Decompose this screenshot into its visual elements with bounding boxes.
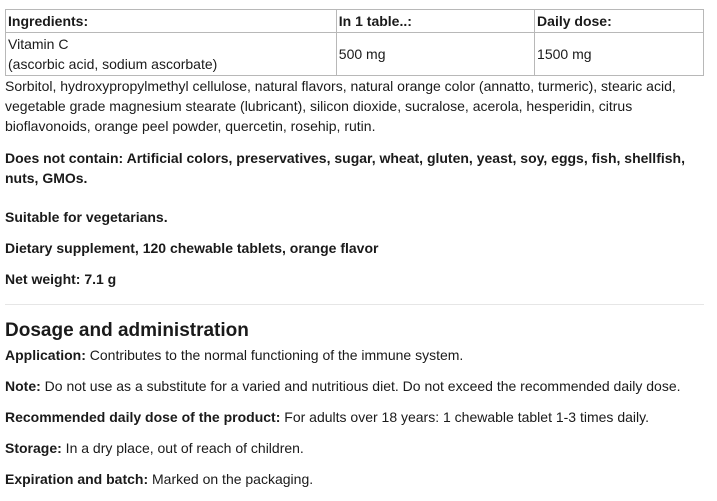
header-ingredients: Ingredients: (6, 10, 337, 33)
storage-line (5, 438, 705, 458)
table-row (6, 33, 704, 76)
free-from-statement: Does not contain: Artificial colors, preservatives, sugar, wheat, gluten, yeast, soy, eggs, fish, shellfish, nuts, GMOs. (5, 150, 685, 186)
expiration-text: Marked on the packaging. (148, 471, 314, 487)
note-label: Note: (5, 378, 41, 394)
application-line (5, 345, 705, 365)
recommended-dose-label: Recommended daily dose of the product: (5, 409, 281, 425)
daily-dose-cell: 1500 mg (535, 33, 704, 76)
table-header-row (6, 10, 704, 33)
section-divider (5, 304, 704, 305)
storage-text: In a dry place, out of reach of children. (61, 440, 304, 456)
storage-label: Storage: (5, 440, 62, 456)
ingredient-name: Vitamin C (8, 36, 69, 52)
recommended-dose-text: For adults over 18 years: 1 chewable tablet 1-3 times daily. (280, 409, 649, 425)
note-text: Do not use as a substitute for a varied and nutritious diet. Do not exceed the recommended daily dose. (40, 378, 681, 394)
header-daily-dose: Daily dose: (535, 10, 704, 33)
ingredient-forms: (ascorbic acid, sodium ascorbate) (8, 56, 218, 72)
dosage-section-title: Dosage and administration (5, 320, 249, 341)
application-label: Application: (5, 347, 86, 363)
ingredients-table (5, 9, 704, 76)
expiration-label: Expiration and batch: (5, 471, 149, 487)
per-tablet-cell: 500 mg (336, 33, 534, 76)
header-per-tablet: In 1 table..: (336, 10, 534, 33)
recommended-dose-line (5, 407, 705, 427)
product-info-page (5, 9, 705, 489)
other-ingredients: Sorbitol, hydroxypropylmethyl cellulose, natural flavors, natural orange color (annatto, turmeric), stearic acid, vegetable grade magnesium stearate (lubricant), silicon dioxide, sucralose, acerola, hesperidin, citrus bioflavonoids, orange peel powder, quercetin, rosehip, rutin. (5, 78, 676, 134)
suitable-for-vegetarians: Suitable for vegetarians. (5, 209, 168, 225)
expiration-line (5, 469, 705, 489)
ingredient-cell (6, 33, 337, 76)
application-text: Contributes to the normal functioning of the immune system. (85, 347, 464, 363)
note-line (5, 376, 705, 396)
product-description: Dietary supplement, 120 chewable tablets, orange flavor (5, 240, 379, 256)
net-weight: Net weight: 7.1 g (5, 271, 117, 287)
